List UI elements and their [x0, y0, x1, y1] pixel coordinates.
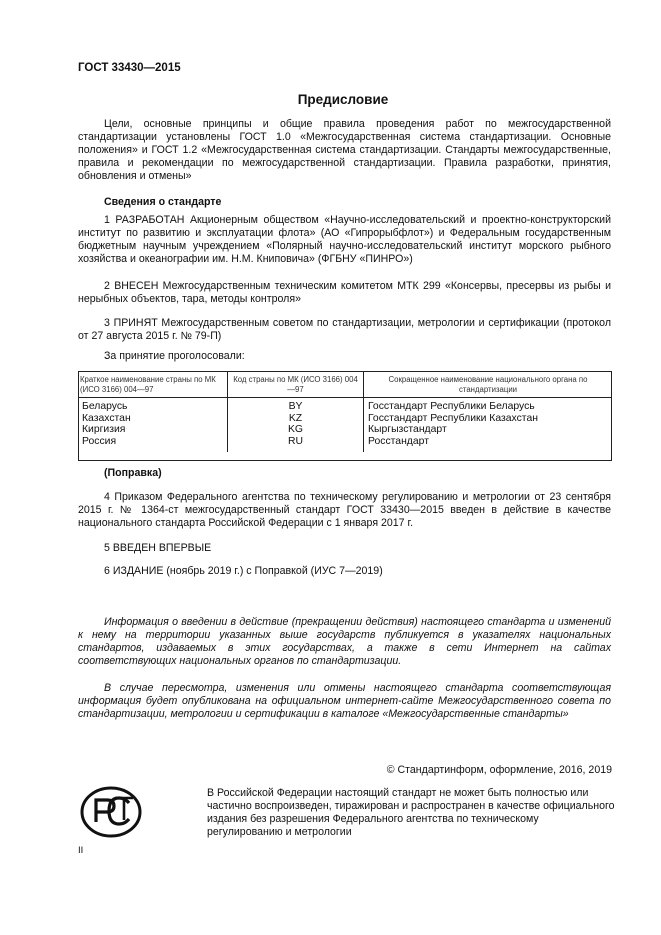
country-cell: Беларусь: [78, 398, 228, 413]
country-cell: Россия: [78, 436, 228, 453]
body-cell: Госстандарт Республики Казахстан: [368, 412, 538, 424]
country-cell: Киргизия: [78, 424, 228, 436]
column-header: Код страны по МК (ИСО 3166) 004—97: [228, 371, 364, 398]
table-row: [78, 398, 612, 413]
item-first-introduced: 5 ВВЕДЕН ВПЕРВЫЕ: [104, 542, 212, 554]
item-adopted: 3 ПРИНЯТ Межгосударственным советом по стандартизации, метрологии и сертификации (протокол от 27 августа 2015 г. № 79-П): [78, 317, 611, 342]
voting-table: [78, 371, 612, 452]
column-header: Краткое наименование страны по МК (ИСО 3166) 004—97: [78, 371, 228, 398]
table-header-row: [78, 371, 612, 398]
body-cell: Росстандарт: [368, 435, 429, 447]
page-number: II: [78, 845, 84, 856]
page-title: Предисловие: [297, 92, 389, 107]
copyright-line: © Стандартинформ, оформление, 2016, 2019: [386, 764, 612, 776]
voted-label: За принятие проголосовали:: [104, 350, 245, 362]
column-header: Сокращенное наименование национального органа по стандартизации: [364, 371, 613, 398]
code-cell: BY: [228, 398, 364, 413]
table-row: [78, 413, 612, 425]
body-cell: Госстандарт Республики Беларусь: [368, 401, 535, 412]
italic-note-introduction: Информация о введении в действие (прекращении действия) настоящего стандарта и изменений к нему на территории указанных выше государств публикуется в указателях национальных стандартов, издаваемых в этих государствах, а также в сети Интернет на сайтах соответствующих национальных органов по стандартизации.: [78, 616, 611, 667]
item-submitted: 2 ВНЕСЕН Межгосударственным техническим комитетом МТК 299 «Консервы, пресервы из рыбы и нерыбных объектов, тара, методы контроля»: [78, 280, 611, 305]
code-cell: RU: [228, 436, 364, 453]
intro-paragraph: Цели, основные принципы и общие правила проведения работ по межгосударственной стандартизации установлены ГОСТ 1.0 «Межгосударственная система стандартизации. Основные положения» и ГОСТ 1.2 «Межгосударственная система стандартизации. Стандарты межгосударственные, правила и рекомендации по межгосударственной стандартизации. Правила разработки, принятия, обновления и отмены»: [78, 118, 611, 182]
reproduction-notice: В Российской Федерации настоящий стандарт не может быть полностью или частично воспроизведен, тиражирован и распространен в качестве официального издания без разрешения Федерального агентства по техническому регулированию и метрологии: [207, 787, 615, 838]
document-code: ГОСТ 33430—2015: [78, 62, 181, 74]
country-cell: Казахстан: [78, 413, 228, 425]
rst-certification-logo-icon: [80, 786, 142, 838]
table-row: [78, 424, 612, 436]
italic-note-revision: В случае пересмотра, изменения или отмены настоящего стандарта соответствующая информация будет опубликована на официальном интернет-сайте Межгосударственного совета по стандартизации, метрологии и сертификации в каталоге «Межгосударственные стандарты»: [78, 682, 611, 720]
info-heading: Сведения о стандарте: [104, 196, 222, 208]
code-cell: KZ: [228, 413, 364, 425]
item-developed: 1 РАЗРАБОТАН Акционерным обществом «Научно-исследовательский и проектно-конструкторский институт по развитию и эксплуатации флота» (АО «Гипрорыбфлот») и Федеральным государственным бюджетным научным учреждением «Полярный научно-исследовательский институт морского рыбного хозяйства и океанографии им. Н.М. Книповича» (ФГБНУ «ПИНРО»): [78, 214, 611, 265]
item-edition: 6 ИЗДАНИЕ (ноябрь 2019 г.) с Поправкой (ИУС 7—2019): [104, 565, 383, 577]
body-cell: Кыргызстандарт: [368, 424, 447, 435]
table-row: [78, 436, 612, 453]
amendment-label: (Поправка): [104, 467, 162, 479]
code-cell: KG: [228, 424, 364, 436]
item-enacted: 4 Приказом Федерального агентства по техническому регулированию и метрологии от 23 сентября 2015 г. № 1364-ст межгосударственный стандарт ГОСТ 33430—2015 введен в действие в качестве национального стандарта Российской Федерации с 1 января 2017 г.: [78, 491, 611, 529]
